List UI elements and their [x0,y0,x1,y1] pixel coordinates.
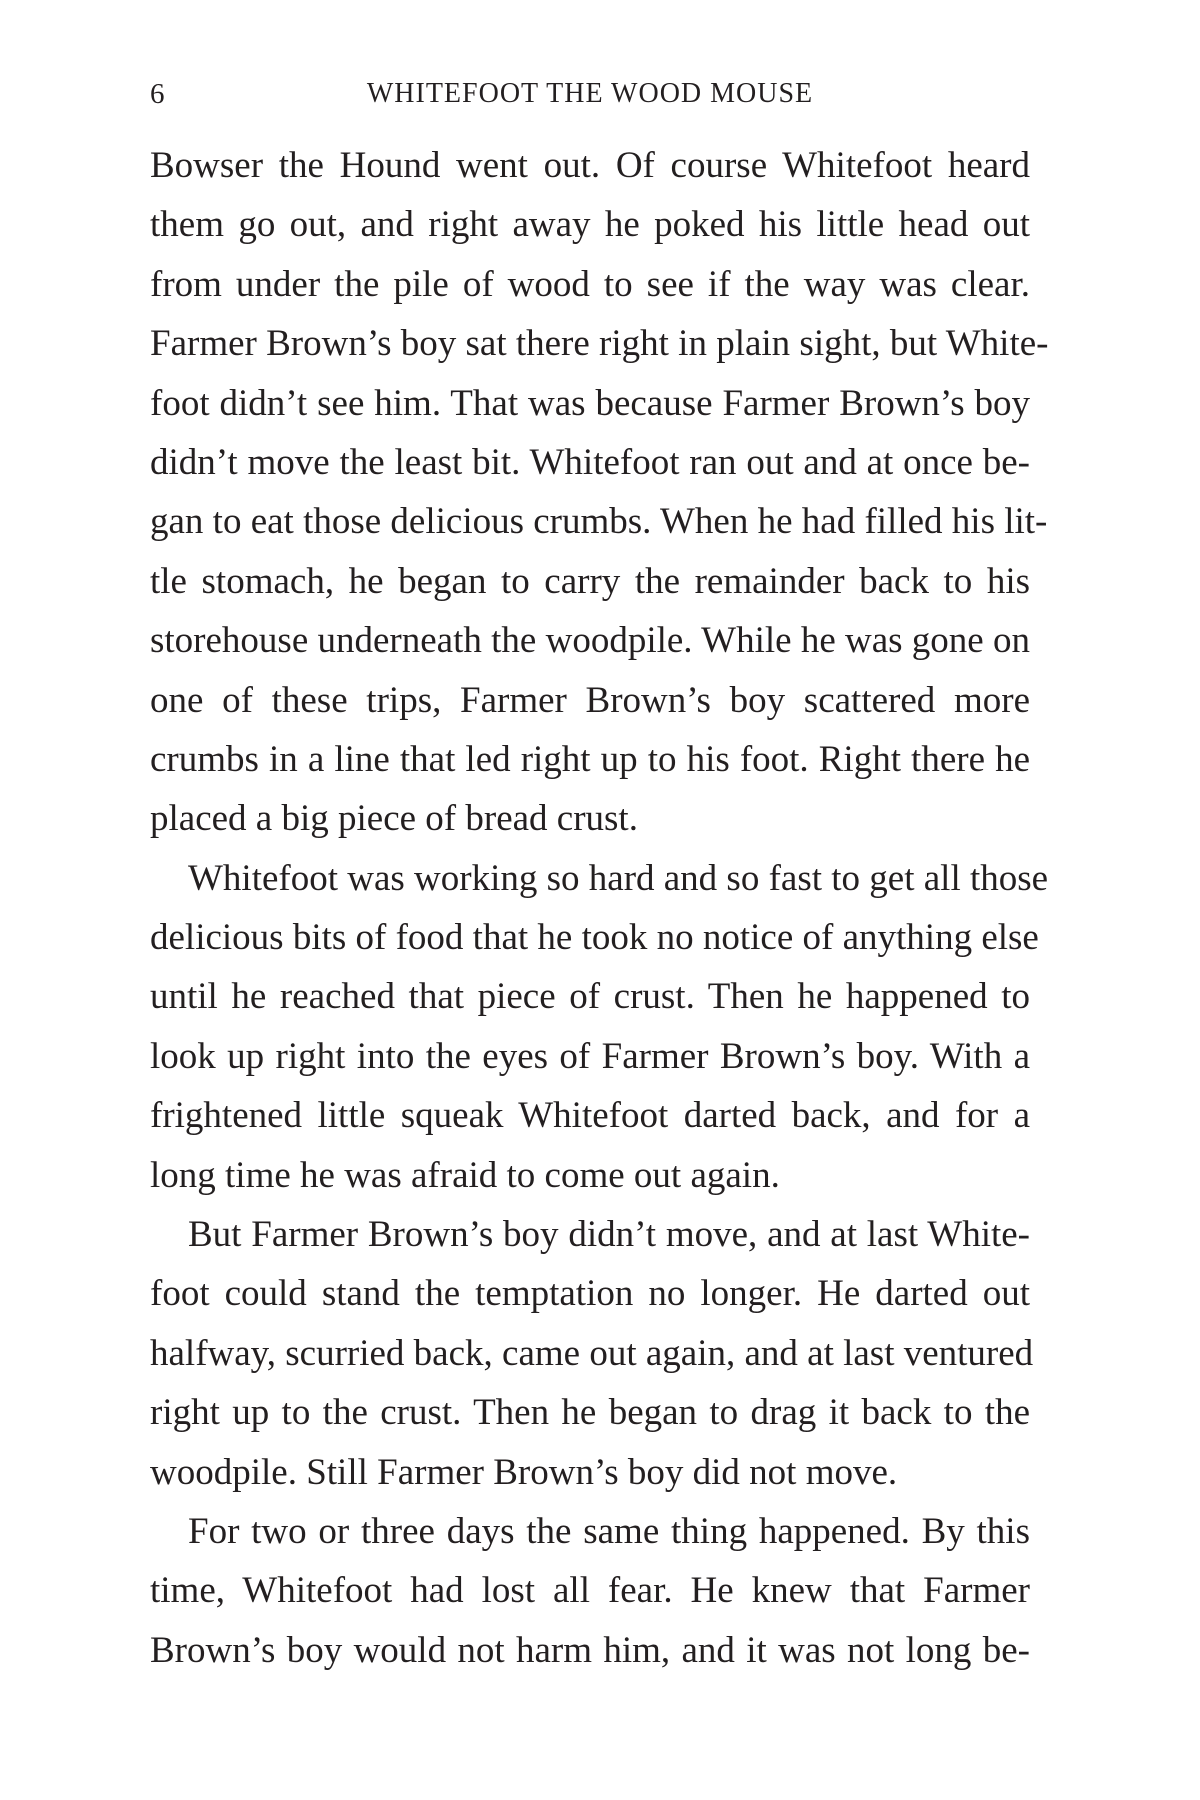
text-line: But Farmer Brown’s boy didn’t move, and at last White- [188,1214,1030,1256]
page-number: 6 [150,78,165,110]
text-line: storehouse underneath the woodpile. While he was gone on [150,620,1030,662]
text-line: Bowser the Hound went out. Of course Whitefoot heard [150,145,1030,186]
text-line: time, Whitefoot had lost all fear. He knew that Farmer [150,1570,1030,1612]
text-line: tle stomach, he began to carry the remainder back to his [150,560,1030,602]
text-line: Whitefoot was working so hard and so fast to get all those [188,857,1049,899]
text-line: delicious bits of food that he took no notice of anything else [150,917,1039,959]
text-line: placed a big piece of bread crust. [150,798,638,840]
text-line: frightened little squeak Whitefoot darted back, and for a [150,1095,1030,1137]
text-line: Brown’s boy would not harm him, and it was not long be- [150,1629,1030,1671]
body-text [150,136,1049,1680]
text-line: look up right into the eyes of Farmer Brown’s boy. With a [150,1035,1030,1077]
text-line: crumbs in a line that led right up to his foot. Right there he [150,738,1030,780]
text-line: halfway, scurried back, came out again, and at last ventured [150,1332,1034,1374]
running-head [150,78,1030,118]
text-line: gan to eat those delicious crumbs. When he had filled his lit- [150,501,1048,543]
text-line: long time he was afraid to come out again. [150,1154,780,1196]
text-line: For two or three days the same thing happened. By this [188,1510,1030,1552]
text-line: didn’t move the least bit. Whitefoot ran out and at once be- [150,441,1030,483]
text-line: until he reached that piece of crust. Then he happened to [150,976,1030,1018]
text-line: right up to the crust. Then he began to drag it back to the [150,1392,1030,1434]
text-line: foot didn’t see him. That was because Farmer Brown’s boy [150,382,1030,424]
running-title: WHITEFOOT THE WOOD MOUSE [366,78,814,109]
text-line: from under the pile of wood to see if the way was clear. [150,263,1030,305]
text-line: one of these trips, Farmer Brown’s boy scattered more [150,679,1030,721]
text-line: foot could stand the temptation no longer. He darted out [150,1273,1030,1315]
text-line: Farmer Brown’s boy sat there right in plain sight, but White- [150,323,1049,365]
text-line: woodpile. Still Farmer Brown’s boy did not move. [150,1451,898,1493]
text-line: them go out, and right away he poked his little head out [150,204,1030,246]
